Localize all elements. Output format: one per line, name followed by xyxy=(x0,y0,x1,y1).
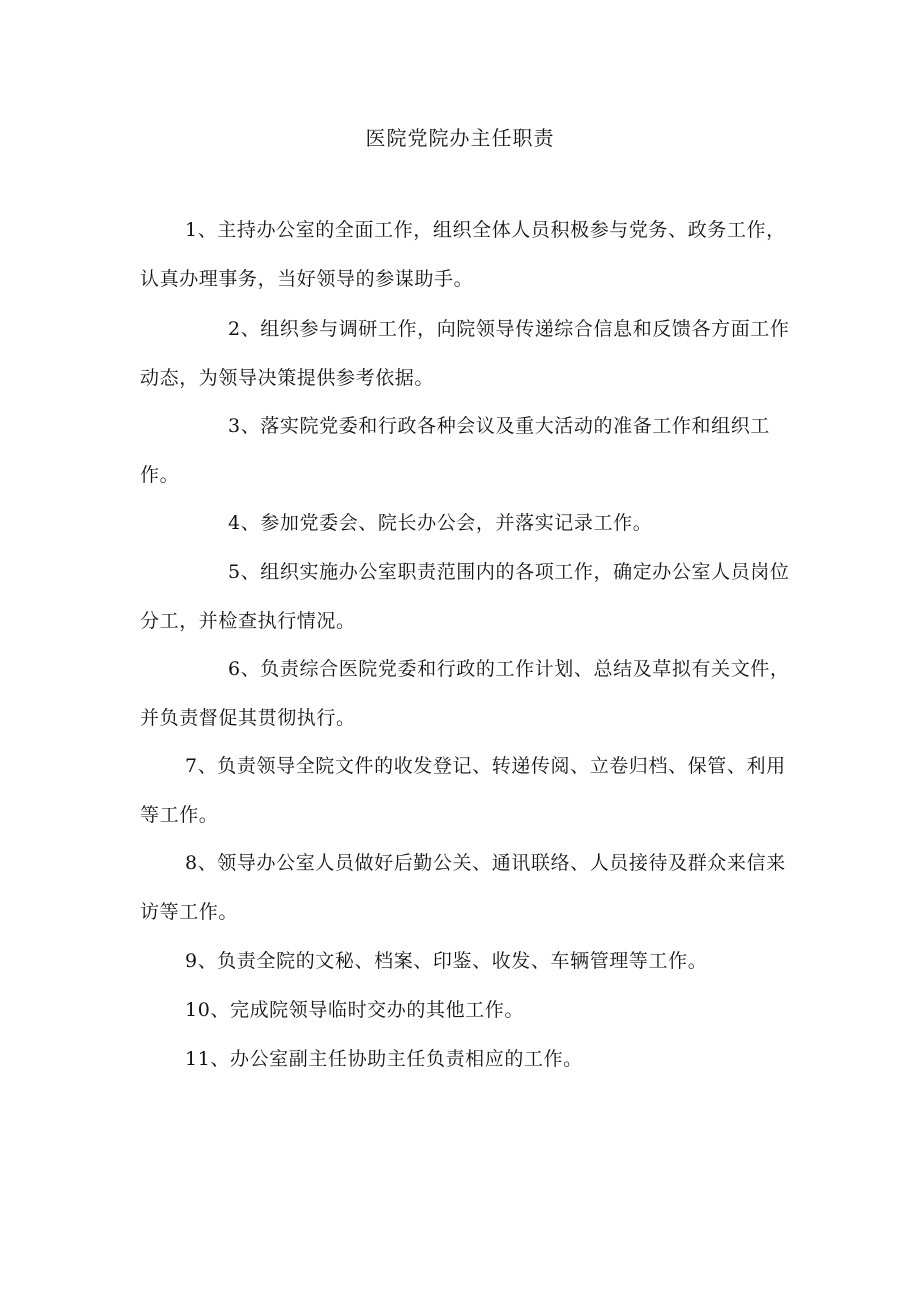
duty-item-10: 10、完成院领导临时交办的其他工作。 xyxy=(185,999,524,1021)
page-title: 医院党院办主任职责 xyxy=(365,126,555,150)
duty-item-7: 7、负责领导全院文件的收发登记、转递传阅、立卷归档、保管、利用等工作。 xyxy=(140,755,786,826)
duty-item-4: 4、参加党委会、院长办公会，并落实记录工作。 xyxy=(228,512,653,534)
duty-item-5: 5、组织实施办公室职责范围内的各项工作，确定办公室人员岗位分工，并检查执行情况。 xyxy=(140,561,790,632)
duty-item-1: 1、主持办公室的全面工作，组织全体人员积极参与党务、政务工作，认真办理事务，当好领导的参谋助手。 xyxy=(140,219,786,290)
duty-item-11: 11、办公室副主任协助主任负责相应的工作。 xyxy=(185,1048,583,1070)
duty-item-8: 8、领导办公室人员做好后勤公关、通讯联络、人员接待及群众来信来访等工作。 xyxy=(140,852,786,923)
duty-item-2: 2、组织参与调研工作，向院领导传递综合信息和反馈各方面工作动态，为领导决策提供参考依据。 xyxy=(140,318,790,389)
duty-item-9: 9、负责全院的文秘、档案、印鉴、收发、车辆管理等工作。 xyxy=(185,950,708,972)
duty-item-6: 6、负责综合医院党委和行政的工作计划、总结及草拟有关文件，并负责督促其贯彻执行。 xyxy=(140,658,790,729)
duty-item-3: 3、落实院党委和行政各种会议及重大活动的准备工作和组织工作。 xyxy=(140,415,770,486)
